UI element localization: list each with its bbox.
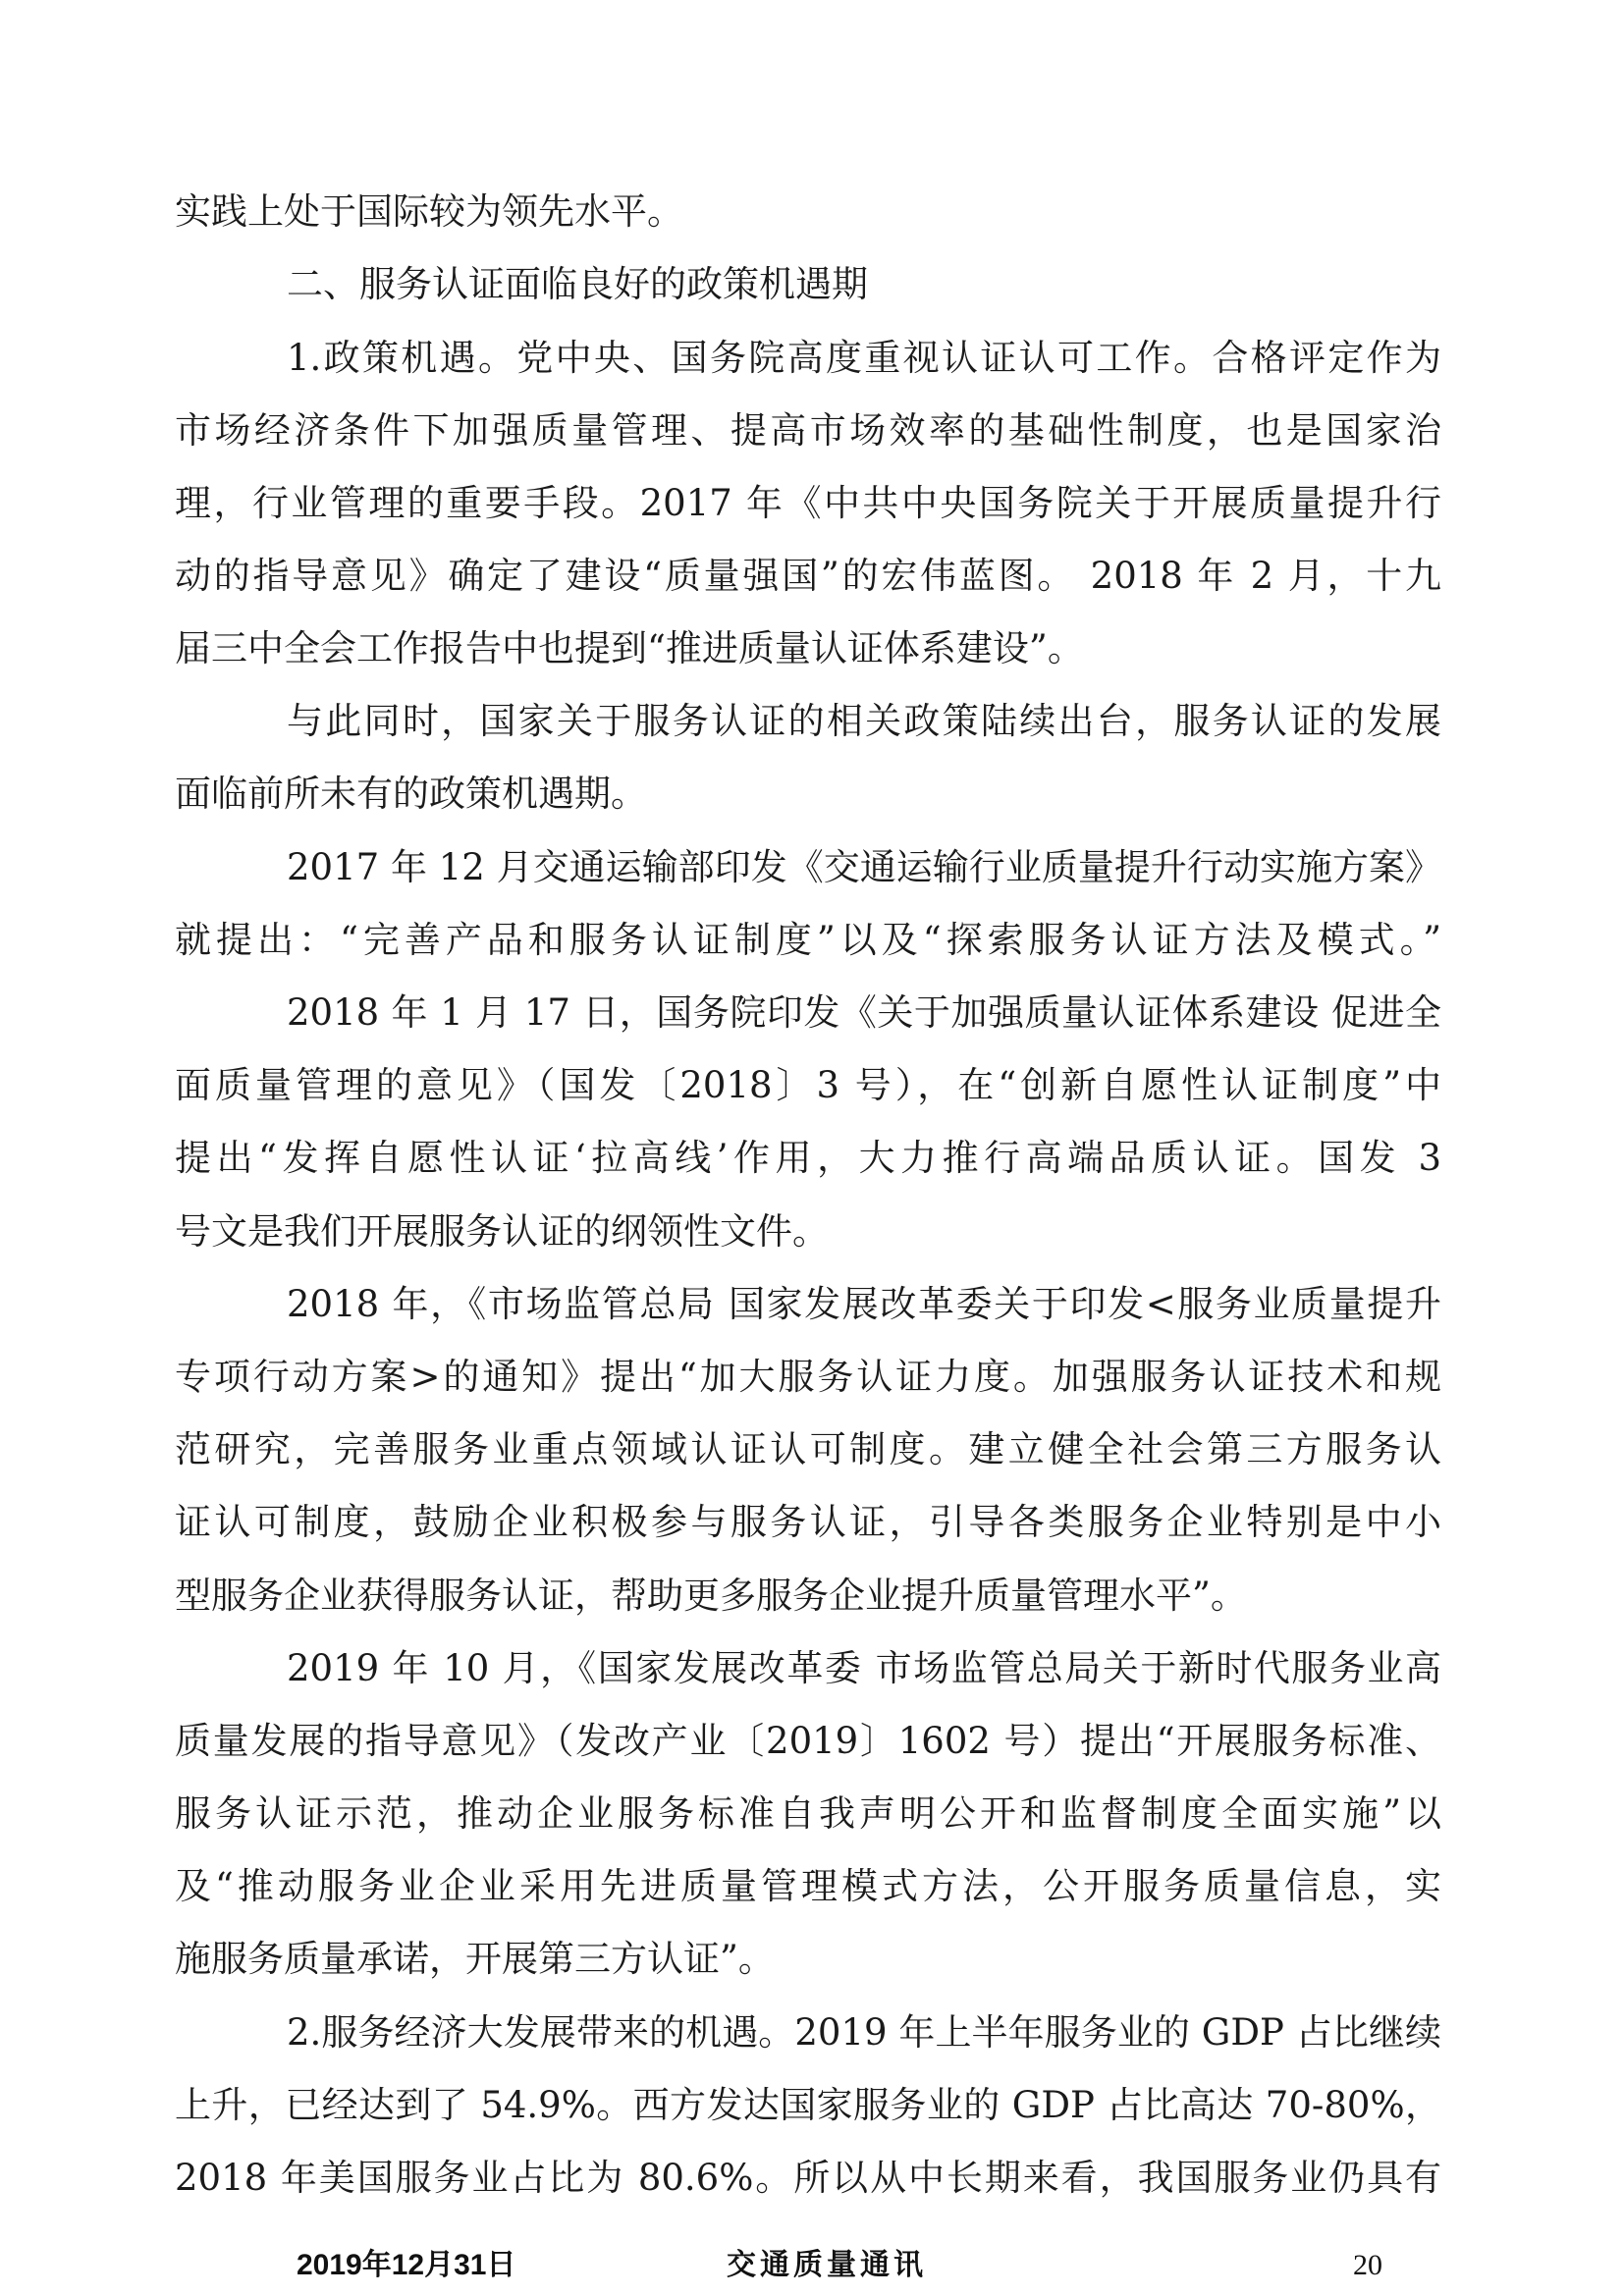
body-text-line: 型服务企业获得服务认证，帮助更多服务企业提升质量管理水平”。 [175,1575,1247,1617]
body-text-line: 及“推动服务业企业采用先进质量管理模式方法，公开服务质量信息，实 [175,1865,1441,1907]
body-text-line: 专项行动方案>的通知》提出“加大服务认证力度。加强服务认证技术和规 [175,1356,1441,1398]
body-text-line: 2018 年，《市场监管总局 国家发展改革委关于印发<服务业质量提升 [287,1283,1441,1325]
body-text-line: 市场经济条件下加强质量管理、提高市场效率的基础性制度，也是国家治 [175,409,1441,452]
body-text-line: 2018 年 1 月 17 日，国务院印发《关于加强质量认证体系建设 促进全 [287,991,1441,1034]
body-text-line: 2018 年美国服务业占比为 80.6%。所以从中长期来看，我国服务业仍具有 [175,2157,1441,2199]
body-text-line: 提出“发挥自愿性认证‘拉高线’作用，大力推行高端品质认证。国发 3 [175,1137,1441,1179]
body-text-line: 动的指导意见》确定了建设“质量强国”的宏伟蓝图。 2018 年 2 月，十九 [175,555,1441,597]
body-text-line: 与此同时，国家关于服务认证的相关政策陆续出台，服务认证的发展 [287,700,1441,742]
body-text-line: 就提出：“完善产品和服务认证制度”以及“探索服务认证方法及模式。” [175,919,1441,961]
body-text-line: 上升，已经达到了 54.9%。西方发达国家服务业的 GDP 占比高达 70-80%， [175,2084,1441,2126]
body-text-line: 面质量管理的意见》（国发〔2018〕3 号），在“创新自愿性认证制度”中 [175,1064,1441,1106]
body-text-line: 范研究，完善服务业重点领域认证认可制度。建立健全社会第三方服务认 [175,1428,1441,1470]
body-text-line: 实践上处于国际较为领先水平。 [175,190,683,233]
body-text-line: 届三中全会工作报告中也提到“推进质量认证体系建设”。 [175,627,1084,669]
body-text-line: 施服务质量承诺，开展第三方认证”。 [175,1938,775,1980]
body-text-line: 2019 年 10 月，《国家发展改革委 市场监管总局关于新时代服务业高 [287,1647,1441,1689]
body-text-line: 号文是我们开展服务认证的纲领性文件。 [175,1210,829,1253]
page-number: 20 [1353,2249,1382,2281]
body-text-line: 质量发展的指导意见》（发改产业〔2019〕1602 号）提出“开展服务标准、 [175,1720,1441,1762]
body-text-line: 证认可制度，鼓励企业积极参与服务认证，引导各类服务企业特别是中小 [175,1501,1441,1543]
body-text-line: 1.政策机遇。党中央、国务院高度重视认证认可工作。合格评定作为 [287,337,1441,379]
body-text-line: 2.服务经济大发展带来的机遇。2019 年上半年服务业的 GDP 占比继续 [287,2011,1441,2054]
body-text-line: 理，行业管理的重要手段。2017 年《中共中央国务院关于开展质量提升行 [175,482,1441,524]
section-heading: 二、服务认证面临良好的政策机遇期 [287,263,868,305]
body-text-line: 服务认证示范，推动企业服务标准自我声明公开和监督制度全面实施”以 [175,1792,1441,1835]
footer-publication-title: 交通质量通讯 [727,2248,927,2282]
body-text-line: 2017 年 12 月交通运输部印发《交通运输行业质量提升行动实施方案》 [287,846,1441,888]
body-text-line: 面临前所未有的政策机遇期。 [175,773,647,815]
footer-date: 2019年12月31日 [297,2249,516,2281]
